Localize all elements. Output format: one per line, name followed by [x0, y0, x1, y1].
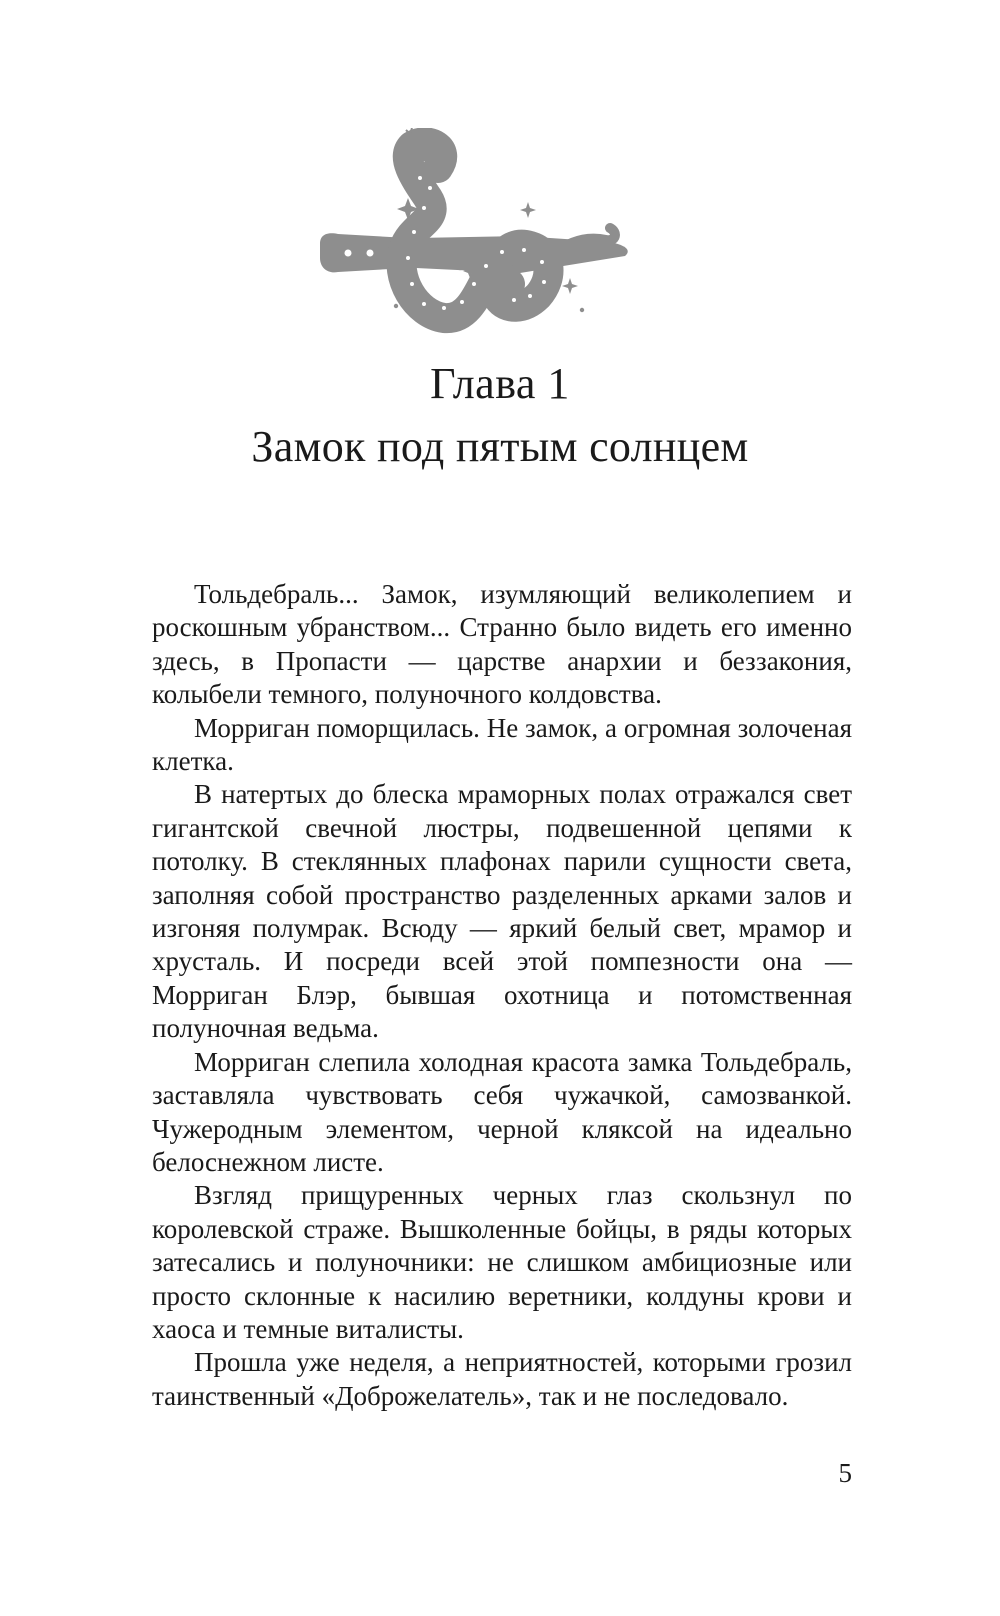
paragraph: Морриган слепила холодная красота замка Тольдебраль, заставляла чувствовать себя чужачкой, самозванкой. Чужеродным элементом, черной кляксой на идеально белоснежном листе.: [152, 1046, 852, 1177]
paragraph: Взгляд прищуренных черных глаз скользнул по королевской страже. Вышколенные бойцы, в ряды которых затесались и полуночники: не слишком амбициозные или просто склонные к насилию веретники, колдуны крови и хаоса и темные виталисты.: [152, 1180, 852, 1344]
paragraph: Прошла уже неделя, а неприятностей, которыми грозил таинственный «Доброжелатель», так и не последовало.: [152, 1347, 852, 1411]
paragraph: В натертых до блеска мраморных полах отражался свет гигантской свечной люстры, подвешенной цепями к потолку. В стеклянных плафонах парили сущности света, заполняя собой пространство разделенных арками залов и изгоняя полумрак. Всюду — яркий белый свет, мрамор и хрусталь. И посреди всей этой помпезности она — Морриган Блэр, бывшая охотница и потомственная полуночная ведьма.: [152, 779, 852, 1044]
sparkle: [562, 278, 578, 294]
paragraph: Морриган поморщилась. Не замок, а огромная золоченая клетка.: [152, 712, 852, 777]
page-number: 5: [838, 1458, 852, 1488]
snake-body: [402, 142, 549, 318]
sparkle: [520, 202, 536, 218]
snake-and-knife-icon: [320, 128, 645, 353]
paragraph: Тольдебраль... Замок, изумляющий великолепием и роскошным убранством... Странно было видеть его именно здесь, в Пропасти — царстве анархии и беззакония, колыбели темного, полуночного колдовства.: [152, 579, 852, 710]
body-text: [152, 578, 852, 1413]
chapter-title: Замок под пятым солнцем: [251, 422, 749, 471]
chapter-heading: [0, 356, 1000, 476]
chapter-number: Глава 1: [430, 359, 570, 408]
